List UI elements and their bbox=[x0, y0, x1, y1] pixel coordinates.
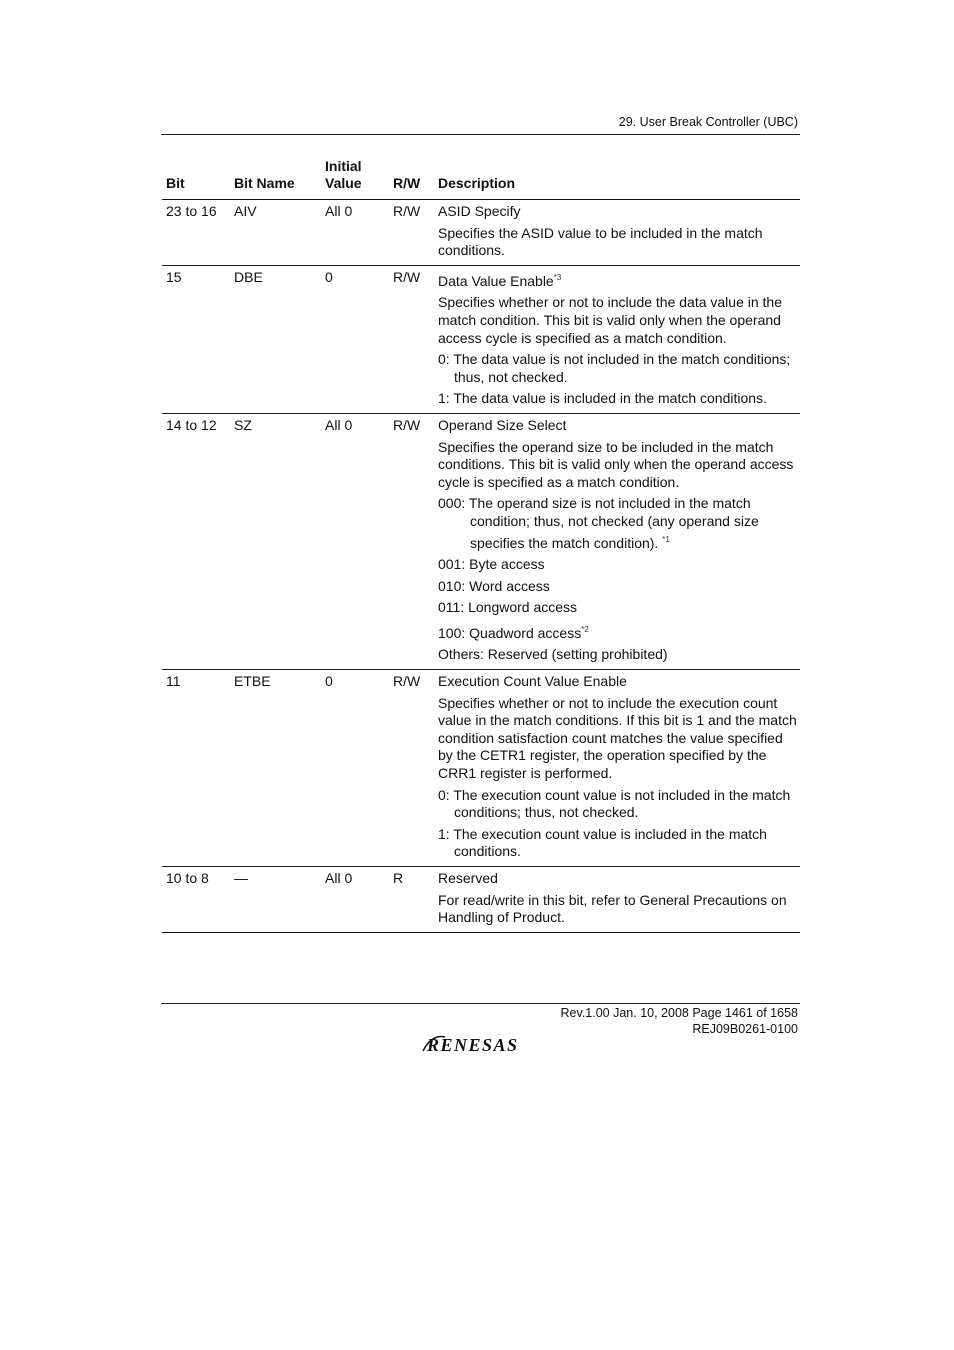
header-divider bbox=[161, 134, 800, 135]
register-bit-table-container bbox=[162, 158, 800, 933]
footnote-ref: *1 bbox=[662, 534, 670, 544]
description-paragraph: Specifies the operand size to be included in the match conditions. This bit is valid only when the operand access cycle is specified as a match condition. bbox=[438, 438, 794, 490]
description-cell bbox=[434, 670, 800, 867]
table-row bbox=[162, 200, 800, 266]
bit-name-cell: ETBE bbox=[230, 670, 321, 867]
footer-divider bbox=[161, 1003, 800, 1004]
description-title: Execution Count Value Enable bbox=[438, 673, 627, 690]
rw-cell: R/W bbox=[389, 200, 434, 266]
footer-revision-block bbox=[561, 1006, 798, 1037]
setting-option: Others: Reserved (setting prohibited) bbox=[438, 646, 668, 663]
description-title: ASID Specify bbox=[438, 203, 521, 219]
description-cell bbox=[434, 867, 800, 933]
table-header-row bbox=[162, 158, 800, 200]
rw-cell: R bbox=[389, 867, 434, 933]
revision-line: Rev.1.00 Jan. 10, 2008 Page 1461 of 1658 bbox=[560, 1006, 798, 1020]
description-title: Operand Size Select bbox=[438, 416, 567, 433]
description-paragraph: Specifies whether or not to include the execution count value in the match conditions. If this bit is 1 and the match condition satisfaction count matches the value specified by the CETR1 register, the operation specified by the CRR1 register is performed. bbox=[438, 694, 797, 782]
column-header-description: Description bbox=[434, 158, 800, 200]
description-paragraph: For read/write in this bit, refer to General Precautions on Handling of Product. bbox=[438, 891, 787, 926]
column-header-initial-value bbox=[321, 158, 389, 200]
bit-name-cell: AIV bbox=[230, 200, 321, 266]
description-cell bbox=[434, 265, 800, 413]
setting-option: 011: Longword access bbox=[438, 599, 578, 616]
setting-option: 001: Byte access bbox=[438, 556, 545, 573]
setting-option: 100: Quadword access bbox=[438, 624, 582, 641]
logo-wordmark: RENESAS bbox=[427, 1035, 519, 1055]
rw-cell: R/W bbox=[389, 413, 434, 669]
column-header-rw: R/W bbox=[389, 158, 434, 200]
bit-name-cell: DBE bbox=[230, 265, 321, 413]
initial-value-cell: All 0 bbox=[321, 413, 389, 669]
initial-value-cell: 0 bbox=[321, 265, 389, 413]
description-paragraph: Specifies the ASID value to be included in the match conditions. bbox=[438, 224, 763, 259]
setting-option: 1: The data value is included in the match conditions. bbox=[438, 390, 767, 407]
setting-option-line bbox=[438, 621, 800, 643]
column-header-initial-line1: Initial bbox=[325, 158, 362, 174]
setting-option: 0: The data value is not included in the match conditions; thus, not checked. bbox=[438, 351, 791, 385]
initial-value-cell: All 0 bbox=[321, 867, 389, 933]
bit-cell: 11 bbox=[162, 670, 230, 867]
rw-cell: R/W bbox=[389, 670, 434, 867]
table-row bbox=[162, 413, 800, 669]
setting-option: 0: The execution count value is not included in the match conditions; thus, not checked. bbox=[438, 786, 791, 821]
description-title-line bbox=[438, 269, 800, 291]
bit-name-cell: SZ bbox=[230, 413, 321, 669]
column-header-bit-name: Bit Name bbox=[230, 158, 321, 200]
section-header-title: 29. User Break Controller (UBC) bbox=[618, 115, 798, 129]
setting-option-line bbox=[438, 495, 800, 552]
description-cell bbox=[434, 200, 800, 266]
column-header-initial-line2: Value bbox=[325, 175, 362, 191]
description-cell bbox=[434, 413, 800, 669]
bit-name-cell: — bbox=[230, 867, 321, 933]
footnote-ref: *3 bbox=[553, 272, 562, 282]
setting-option: 000: The operand size is not included in the match condition; thus, not checked (any operand size specifies the match condition). bbox=[438, 495, 759, 551]
description-title: Data Value Enable bbox=[438, 272, 554, 289]
bit-cell: 23 to 16 bbox=[162, 200, 230, 266]
setting-option: 010: Word access bbox=[438, 577, 550, 594]
footnote-ref: *2 bbox=[581, 624, 589, 634]
description-title: Reserved bbox=[438, 870, 498, 886]
renesas-logo bbox=[421, 1031, 545, 1057]
document-number: REJ09B0261-0100 bbox=[692, 1021, 798, 1036]
column-header-bit: Bit bbox=[162, 158, 230, 200]
initial-value-cell: 0 bbox=[321, 670, 389, 867]
initial-value-cell: All 0 bbox=[321, 200, 389, 266]
description-paragraph: Specifies whether or not to include the data value in the match condition. This bit is valid only when the operand access cycle is specified as a match condition. bbox=[438, 294, 782, 346]
setting-option: 1: The execution count value is included in the match conditions. bbox=[438, 825, 767, 860]
table-row bbox=[162, 670, 800, 867]
table-row bbox=[162, 265, 800, 413]
table-row bbox=[162, 867, 800, 933]
bit-cell: 14 to 12 bbox=[162, 413, 230, 669]
register-bit-table bbox=[162, 158, 800, 933]
bit-cell: 10 to 8 bbox=[162, 867, 230, 933]
rw-cell: R/W bbox=[389, 265, 434, 413]
bit-cell: 15 bbox=[162, 265, 230, 413]
